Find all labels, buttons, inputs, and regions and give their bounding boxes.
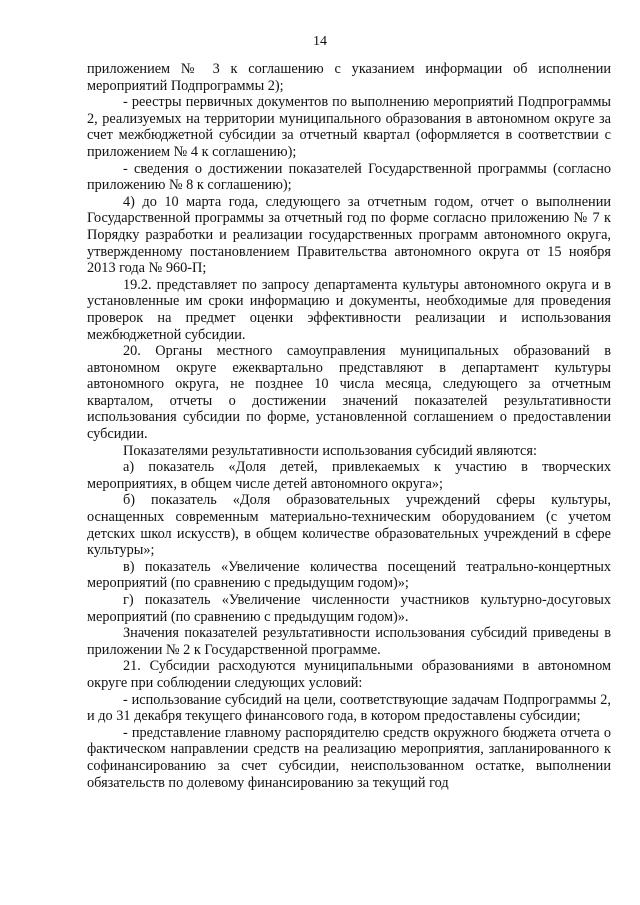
paragraph-indicator-g: г) показатель «Увеличение численности участников культурно-досуговых мероприятий (по сравнению с предыдущим годом)». [87, 592, 611, 625]
paragraph-21: 21. Субсидии расходуются муниципальными образованиями в автономном округе при соблюдении следующих условий: [87, 658, 611, 691]
paragraph-indicator-v: в) показатель «Увеличение количества посещений театрально-концертных мероприятий (по сравнению с предыдущим годом)»; [87, 558, 611, 592]
paragraph-indicator-b: б) показатель «Доля образовательных учреждений сферы культуры, оснащенных современным материально-техническим оборудованием (с учетом детских школ искусств), в общем количестве образовательных учреждений в сфере культуры»; [87, 492, 611, 559]
paragraph-continuation: приложением № 3 к соглашению с указанием информации об исполнении мероприятий Подпрограммы 2); [87, 61, 611, 94]
paragraph-indicator-values: Значения показателей результативности использования субсидий приведены в приложении № 2 к Государственной программе. [87, 625, 611, 658]
paragraph-20: 20. Органы местного самоуправления муниципальных образований в автономном округе ежеквартально представляют в департамент культуры автономного округа, не позднее 10 числа месяца, следующего за отчетным кварталом, отчеты о достижении значений показателей результативности использования субсидии по форме, установленной соглашением о предоставлении субсидии. [87, 343, 611, 443]
paragraph-19-2: 19.2. представляет по запросу департамента культуры автономного округа и в установленные им сроки информацию и документы, необходимые для проведения проверок на предмет оценки эффективности реализации и использования межбюджетной субсидии. [87, 276, 611, 343]
paragraph-condition-usage: - использование субсидий на цели, соответствующие задачам Подпрограммы 2, и до 31 декабря текущего финансового года, в котором предоставлены субсидии; [87, 691, 611, 725]
document-body [87, 61, 611, 791]
paragraph-indicators-intro: Показателями результативности использования субсидий являются: [123, 442, 537, 459]
paragraph-condition-report: - представление главному распорядителю средств окружного бюджета отчета о фактическом направлении средств на реализацию мероприятия, запланированного к софинансированию за счет субсидии, неиспользованном остатке, выполнении обязательств по долевому финансированию за текущий год [87, 724, 611, 791]
paragraph-registry-list-item: - реестры первичных документов по выполнению мероприятий Подпрограммы 2, реализуемых на территории муниципального образования в автономном округе за счет межбюджетной субсидии за отчетный квартал (оформляется в соответствии с приложением № 4 к соглашению); [87, 94, 611, 160]
page-number: 14 [313, 34, 327, 49]
paragraph-indicators-list-item: - сведения о достижении показателей Государственной программы (согласно приложению № 8 к соглашению); [87, 160, 611, 194]
paragraph-annual-report: 4) до 10 марта года, следующего за отчетным годом, отчет о выполнении Государственной программы за отчетный год по форме согласно приложению № 7 к Порядку разработки и реализации государственных программ автономного округа, утвержденному постановлением Правительства автономного округа от 15 ноября 2013 года № 960-П; [87, 193, 611, 277]
paragraph-indicator-a: а) показатель «Доля детей, привлекаемых к участию в творческих мероприятиях, в общем числе детей автономного округа»; [87, 459, 611, 492]
